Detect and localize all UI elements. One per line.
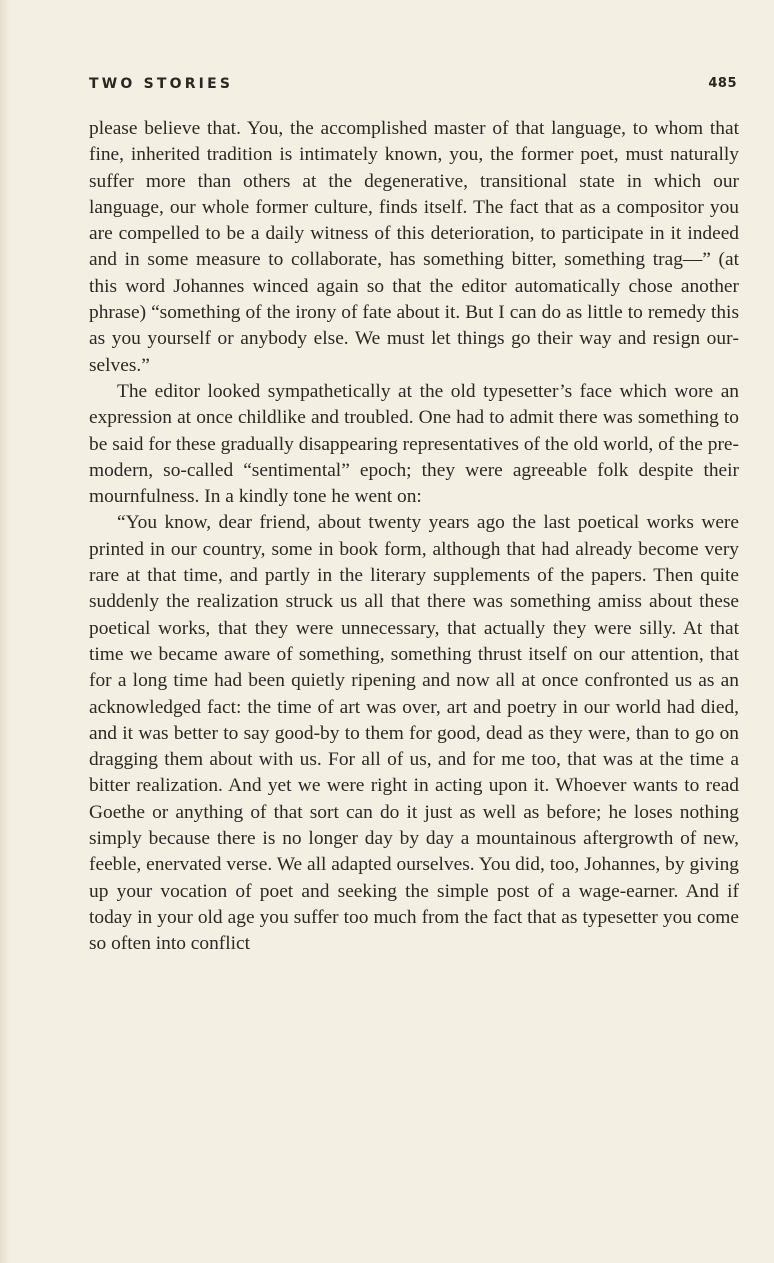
paragraph-1: please believe that. You, the accomplished master of that language, to whom that fine, inherited tradition is intimately known, you, the former poet, must naturally suffer more than others at the degenerative, transitional state in which our language, our whole former culture, finds itself. The fact that as a compositor you are compelled to be a daily witness of this deterioration, to participate in it indeed and in some measure to collaborate, has something bitter, something trag—” (at this word Johannes winced again so that the editor automatically chose another phrase) “something of the irony of fate about it. But I can do as little to remedy this as you yourself or anybody else. We must let things go their way and resign ourselves.” <box>89 118 739 376</box>
body-text <box>89 116 739 958</box>
paragraph-3: “You know, dear friend, about twenty years ago the last poetical works were printed in our country, some in book form, although that had already become very rare at that time, and partly in the literary supplements of the papers. Then quite suddenly the realization struck us all that there was something amiss about these poetical works, that they were unnecessary, that actually they were silly. At that time we became aware of something, something thrust itself on our attention, that for a long time had been quietly ripening and now all at once confronted us as an acknowledged fact: the time of art was over, art and poetry in our world had died, and it was better to say good-by to them for good, dead as they were, than to go on dragging them about with us. For all of us, and for me too, that was at the time a bitter realization. And yet we were right in acting upon it. Whoever wants to read Goethe or anything of that sort can do it just as well as before; he loses nothing simply because there is no longer day by day a mountainous aftergrowth of new, feeble, enervated verse. We all adapted ourselves. You did, too, Johannes, by giving up your vocation of poet and seeking the simple post of a wage-earner. And if today in your old age you suffer too much from the fact that as typesetter you come so often into conflict <box>89 512 739 955</box>
page-number: 485 <box>708 76 737 91</box>
page-edge-shadow <box>0 0 10 1263</box>
page-header <box>89 76 737 96</box>
paragraph-2: The editor looked sympathetically at the old typesetter’s face which wore an expression at once childlike and troubled. One had to admit there was something to be said for these gradually disappearing representatives of the old world, of the pre-modern, so-called “sentimental” epoch; they were agreeable folk despite their mournfulness. In a kindly tone he went on: <box>89 380 739 508</box>
running-head: TWO STORIES <box>89 76 234 92</box>
